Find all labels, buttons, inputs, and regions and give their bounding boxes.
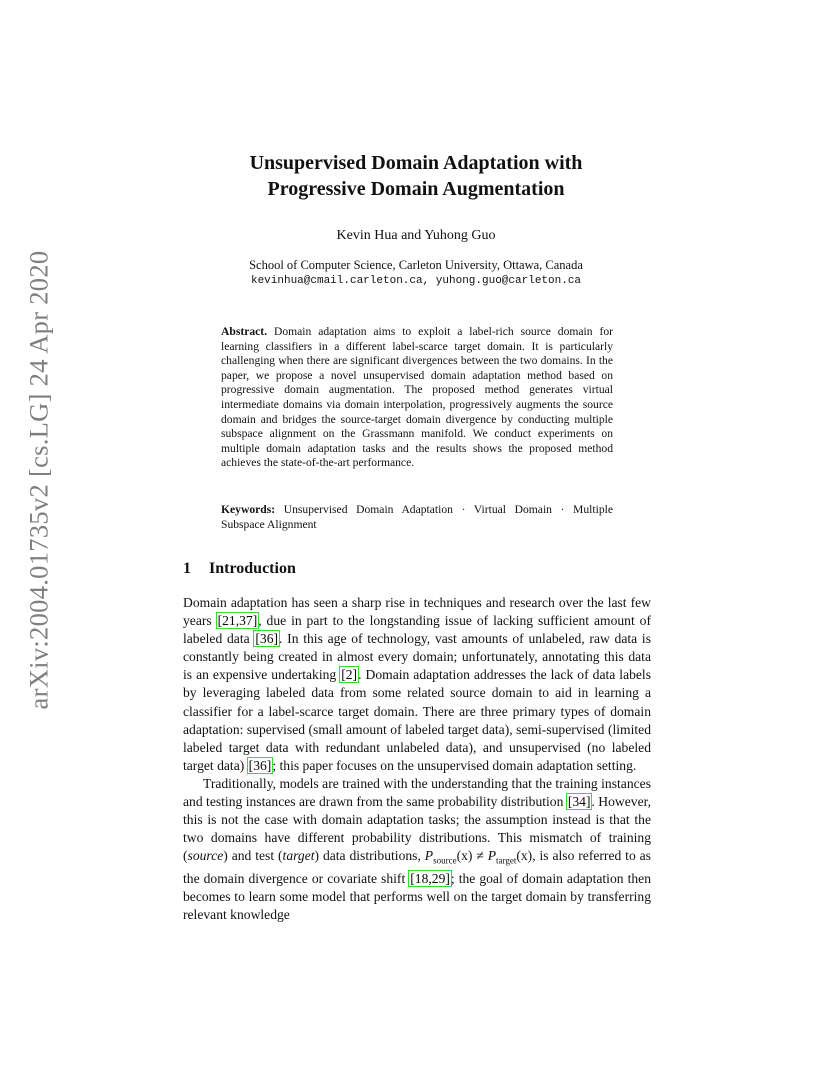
arxiv-identifier: arXiv:2004.01735v2 [cs.LG] 24 Apr 2020 xyxy=(23,250,54,710)
citation-link[interactable]: [21,37] xyxy=(217,613,258,629)
math-symbol: ≠ xyxy=(472,848,488,864)
introduction-body xyxy=(183,594,651,924)
affiliation: School of Computer Science, Carleton University, Ottawa, Canada xyxy=(249,258,583,272)
math-symbol: (x) xyxy=(456,848,473,864)
text-run: Domain adaptation has seen a sharp rise in techniques and research over the last few years xyxy=(183,595,651,629)
math-symbol: P xyxy=(424,848,434,864)
text-run: . Domain adaptation addresses the lack of data labels by leveraging labeled data from some related source domain to aid in learning a classifier for a label-scarce target domain. There are three primary types of domain adaptation: supervised (small amount of labeled target data), semi-supervised (limited labeled target data with redundant unlabeled data), and unsupervised (no labeled target data) xyxy=(183,667,652,773)
text-run: ; the goal of domain adaptation then becomes to learn some model that performs well on the target domain by transferring relevant knowledge xyxy=(183,871,651,923)
section-heading xyxy=(183,560,296,578)
citation-link[interactable]: [36] xyxy=(255,631,279,647)
math-subscript: source xyxy=(433,856,457,867)
paragraph-1 xyxy=(183,594,651,775)
abstract xyxy=(221,325,613,471)
emphasis-target: target xyxy=(282,848,315,864)
text-run: ; this paper focuses on the unsupervised domain adaptation setting. xyxy=(272,757,637,773)
section-number: 1 xyxy=(183,560,191,577)
citation-link[interactable]: [36] xyxy=(248,757,272,773)
abstract-label: Abstract. xyxy=(221,325,268,338)
title-line-2: Progressive Domain Augmentation xyxy=(267,178,565,200)
text-run: . However, this is not the case with domain adaptation tasks; the assumption instead is that the two domains have different probability distributions. This mismatch of training ( xyxy=(183,794,651,864)
emphasis-source: source xyxy=(187,848,224,864)
text-run: ) and test ( xyxy=(223,848,283,864)
title-line-1: Unsupervised Domain Adaptation with xyxy=(249,152,583,174)
paragraph-2 xyxy=(183,775,651,924)
authors: Kevin Hua and Yuhong Guo xyxy=(336,228,496,243)
citation-link[interactable]: [2] xyxy=(341,667,358,683)
author-emails: kevinhua@cmail.carleton.ca, yuhong.guo@carleton.ca xyxy=(250,275,582,287)
citation-link[interactable]: [34] xyxy=(567,794,591,810)
text-run: , is also referred to as the domain divergence or covariate shift xyxy=(183,848,651,887)
citation-link[interactable]: [18,29] xyxy=(410,871,450,887)
math-subscript: target xyxy=(496,856,517,867)
keywords-text: Unsupervised Domain Adaptation · Virtual Domain · Multiple Subspace Alignment xyxy=(221,503,613,531)
arxiv-sidebar-stamp xyxy=(16,250,62,710)
math-symbol: (x) xyxy=(516,848,533,864)
distribution-math xyxy=(424,848,533,867)
text-run: . In this age of technology, vast amounts of unlabeled, raw data is constantly being created in almost every domain; unfortunately, annotating this data is an expensive undertaking xyxy=(183,631,651,683)
abstract-text: Domain adaptation aims to exploit a label-rich source domain for learning classifiers in a different label-scarce target domain. It is particularly challenging when there are significant divergences between the two domains. In the paper, we propose a novel unsupervised domain adaptation method based on progressive domain augmentation. The proposed method generates virtual intermediate domains via domain interpolation, progressively augments the source domain and bridges the source-target domain divergence by conducting multiple subspace alignment on the Grassmann manifold. We conduct experiments on multiple domain adaptation tasks and the results shows the proposed method achieves the state-of-the-art performance. xyxy=(221,325,613,470)
section-title: Introduction xyxy=(209,560,296,577)
keywords xyxy=(221,503,613,532)
text-run: ) data distributions, xyxy=(314,848,425,864)
keywords-label: Keywords: xyxy=(221,503,276,516)
text-run: , due in part to the longstanding issue of lacking sufficient amount of labeled data xyxy=(183,613,651,647)
paper-title xyxy=(150,150,682,202)
text-run: Traditionally, models are trained with the understanding that the training instances and testing instances are drawn from the same probability distribution xyxy=(183,775,651,810)
math-symbol: P xyxy=(487,848,497,864)
